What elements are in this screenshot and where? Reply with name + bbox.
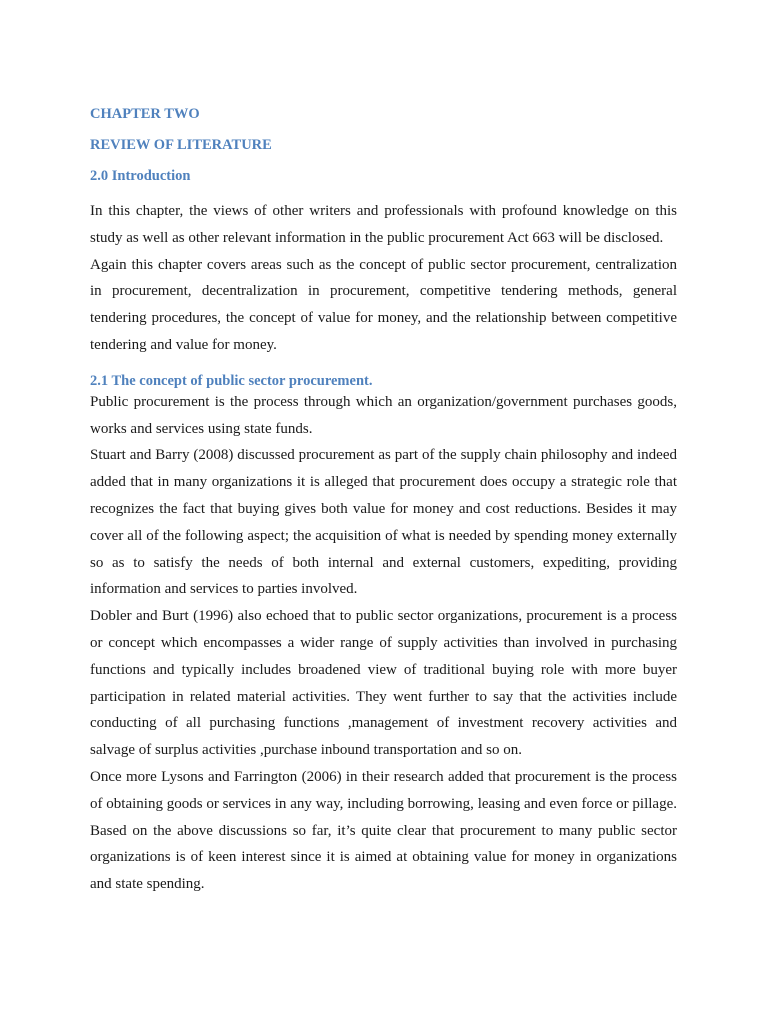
intro-paragraph-2: Again this chapter covers areas such as the concept of public sector procurement, centralization in procurement, decentralization in procurement, competitive tendering methods, general tendering procedures, the concept of value for money, and the relationship between competitive tendering and value for money.: [90, 256, 677, 353]
concept-paragraph-1: Public procurement is the process through which an organization/government purchases goods, works and services using state funds.: [90, 393, 677, 437]
concept-paragraph-2: Stuart and Barry (2008) discussed procurement as part of the supply chain philosophy and indeed added that in many organizations it is alleged that procurement does occupy a strategic role that recognizes the fact that buying gives both value for money and cost reductions. Besides it may cover all of the following aspect; the acquisition of what is needed by spending money externally so as to satisfy the needs of both internal and external customers, expediting, providing information and services to parties involved.: [90, 447, 677, 598]
section-2-1-heading: 2.1 The concept of public sector procurement.: [90, 372, 373, 389]
document-page: [90, 104, 677, 898]
review-heading: REVIEW OF LITERATURE: [90, 137, 272, 153]
intro-paragraph-1: In this chapter, the views of other writers and professionals with profound knowledge on this study as well as other relevant information in the public procurement Act 663 will be disclosed.: [90, 203, 677, 246]
concept-paragraph-4: Once more Lysons and Farrington (2006) in their research added that procurement is the process of obtaining goods or services in any way, including borrowing, leasing and even force or pillage. Based on the above discussions so far, it’s quite clear that procurement to many public sector organizations is of keen interest since it is aimed at obtaining value for money in organizations and state spending.: [90, 768, 677, 893]
chapter-heading: CHAPTER TWO: [90, 106, 200, 122]
concept-paragraph-3: Dobler and Burt (1996) also echoed that to public sector organizations, procurement is a process or concept which encompasses a wider range of supply activities than involved in purchasing functions and typically includes broadened view of traditional buying role with more buyer participation in related material activities. They went further to say that the activities include conducting of all purchasing functions ,management of investment recovery activities and salvage of surplus activities ,purchase inbound transportation and so on.: [90, 608, 677, 759]
introduction-heading: 2.0 Introduction: [90, 168, 191, 184]
